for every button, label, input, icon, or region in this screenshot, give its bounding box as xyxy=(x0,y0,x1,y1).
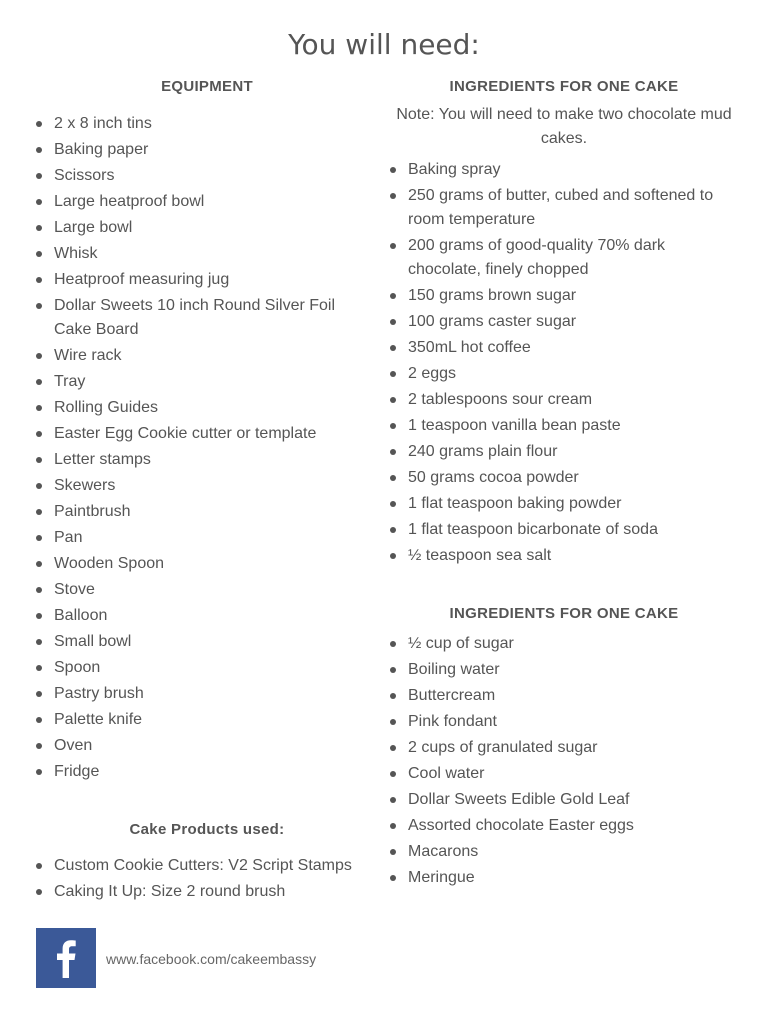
list-item: ½ teaspoon sea salt xyxy=(390,543,738,569)
bullet-icon xyxy=(36,863,42,869)
bullet-icon xyxy=(390,243,396,249)
bullet-icon xyxy=(390,527,396,533)
bullet-icon xyxy=(36,121,42,127)
bullet-icon xyxy=(390,319,396,325)
bullet-icon xyxy=(36,353,42,359)
list-item: Paintbrush xyxy=(36,499,376,525)
ingredients-note: Note: You will need to make two chocolate mud cakes. xyxy=(396,106,732,147)
list-item: 2 tablespoons sour cream xyxy=(390,387,738,413)
bullet-icon xyxy=(390,875,396,881)
list-item: Large heatproof bowl xyxy=(36,189,376,215)
list-item: Meringue xyxy=(390,865,738,891)
list-item: Easter Egg Cookie cutter or template xyxy=(36,421,376,447)
bullet-icon xyxy=(36,173,42,179)
list-item: 1 flat teaspoon bicarbonate of soda xyxy=(390,517,738,543)
bullet-icon xyxy=(390,641,396,647)
bullet-icon xyxy=(36,483,42,489)
list-item: 150 grams brown sugar xyxy=(390,283,738,309)
bullet-icon xyxy=(390,293,396,299)
bullet-icon xyxy=(390,193,396,199)
bullet-icon xyxy=(36,379,42,385)
products-list xyxy=(36,853,376,905)
list-item: Caking It Up: Size 2 round brush xyxy=(36,879,376,905)
bullet-icon xyxy=(36,457,42,463)
list-item: Wooden Spoon xyxy=(36,551,376,577)
page-title: You will need: xyxy=(288,28,480,61)
bullet-icon xyxy=(36,743,42,749)
list-item: Stove xyxy=(36,577,376,603)
list-item: Whisk xyxy=(36,241,376,267)
bullet-icon xyxy=(36,639,42,645)
equipment-column xyxy=(36,76,376,905)
bullet-icon xyxy=(36,535,42,541)
bullet-icon xyxy=(390,423,396,429)
bullet-icon xyxy=(390,719,396,725)
bullet-icon xyxy=(36,199,42,205)
list-item: 1 teaspoon vanilla bean paste xyxy=(390,413,738,439)
bullet-icon xyxy=(390,771,396,777)
bullet-icon xyxy=(390,501,396,507)
bullet-icon xyxy=(36,665,42,671)
list-item: Baking paper xyxy=(36,137,376,163)
list-item: Pastry brush xyxy=(36,681,376,707)
bullet-icon xyxy=(36,509,42,515)
bullet-icon xyxy=(36,769,42,775)
bullet-icon xyxy=(36,431,42,437)
list-item: Baking spray xyxy=(390,157,738,183)
bullet-icon xyxy=(36,225,42,231)
list-item: Small bowl xyxy=(36,629,376,655)
facebook-f-glyph xyxy=(36,928,96,988)
list-item: Fridge xyxy=(36,759,376,785)
bullet-icon xyxy=(390,371,396,377)
list-item: Custom Cookie Cutters: V2 Script Stamps xyxy=(36,853,376,879)
bullet-icon xyxy=(390,667,396,673)
ingredients-list xyxy=(390,157,738,569)
bullet-icon xyxy=(390,849,396,855)
list-item: Boiling water xyxy=(390,657,738,683)
bullet-icon xyxy=(390,693,396,699)
bullet-icon xyxy=(390,823,396,829)
bullet-icon xyxy=(390,797,396,803)
bullet-icon xyxy=(36,613,42,619)
list-item: 50 grams cocoa powder xyxy=(390,465,738,491)
bullet-icon xyxy=(36,251,42,257)
bullet-icon xyxy=(390,397,396,403)
equipment-list xyxy=(36,111,376,785)
list-item: 2 x 8 inch tins xyxy=(36,111,376,137)
list-item: Wire rack xyxy=(36,343,376,369)
list-item: Skewers xyxy=(36,473,376,499)
list-item: Letter stamps xyxy=(36,447,376,473)
bullet-icon xyxy=(36,717,42,723)
list-item: Cool water xyxy=(390,761,738,787)
list-item: Assorted chocolate Easter eggs xyxy=(390,813,738,839)
ingredients-heading-2: INGREDIENTS FOR ONE CAKE xyxy=(449,605,679,622)
list-item: Buttercream xyxy=(390,683,738,709)
bullet-icon xyxy=(390,475,396,481)
list-item: ½ cup of sugar xyxy=(390,631,738,657)
list-item: Pink fondant xyxy=(390,709,738,735)
bullet-icon xyxy=(36,889,42,895)
bullet-icon xyxy=(36,405,42,411)
bullet-icon xyxy=(36,691,42,697)
products-heading: Cake Products used: xyxy=(129,821,285,838)
list-item: Pan xyxy=(36,525,376,551)
bullet-icon xyxy=(36,277,42,283)
list-item: Tray xyxy=(36,369,376,395)
list-item: Dollar Sweets Edible Gold Leaf xyxy=(390,787,738,813)
facebook-link[interactable]: www.facebook.com/cakeembassy xyxy=(106,951,317,967)
list-item: 350mL hot coffee xyxy=(390,335,738,361)
bullet-icon xyxy=(36,587,42,593)
ingredients-column xyxy=(390,76,738,891)
bullet-icon xyxy=(390,553,396,559)
list-item: 200 grams of good-quality 70% dark chocolate, finely chopped xyxy=(390,233,738,283)
list-item: Heatproof measuring jug xyxy=(36,267,376,293)
list-item: Balloon xyxy=(36,603,376,629)
bullet-icon xyxy=(36,147,42,153)
list-item: Rolling Guides xyxy=(36,395,376,421)
facebook-icon[interactable] xyxy=(36,928,96,988)
bullet-icon xyxy=(390,345,396,351)
list-item: Macarons xyxy=(390,839,738,865)
bullet-icon xyxy=(36,303,42,309)
ingredients-list-2 xyxy=(390,631,738,891)
list-item: Large bowl xyxy=(36,215,376,241)
list-item: Dollar Sweets 10 inch Round Silver Foil Cake Board xyxy=(36,293,376,343)
bullet-icon xyxy=(390,167,396,173)
list-item: 2 cups of granulated sugar xyxy=(390,735,738,761)
ingredients-heading: INGREDIENTS FOR ONE CAKE xyxy=(449,78,679,95)
list-item: 1 flat teaspoon baking powder xyxy=(390,491,738,517)
list-item: Oven xyxy=(36,733,376,759)
list-item: Palette knife xyxy=(36,707,376,733)
list-item: 2 eggs xyxy=(390,361,738,387)
list-item: 250 grams of butter, cubed and softened to room temperature xyxy=(390,183,738,233)
bullet-icon xyxy=(390,449,396,455)
bullet-icon xyxy=(390,745,396,751)
equipment-heading: EQUIPMENT xyxy=(161,78,253,95)
list-item: Spoon xyxy=(36,655,376,681)
list-item: 240 grams plain flour xyxy=(390,439,738,465)
list-item: 100 grams caster sugar xyxy=(390,309,738,335)
bullet-icon xyxy=(36,561,42,567)
list-item: Scissors xyxy=(36,163,376,189)
